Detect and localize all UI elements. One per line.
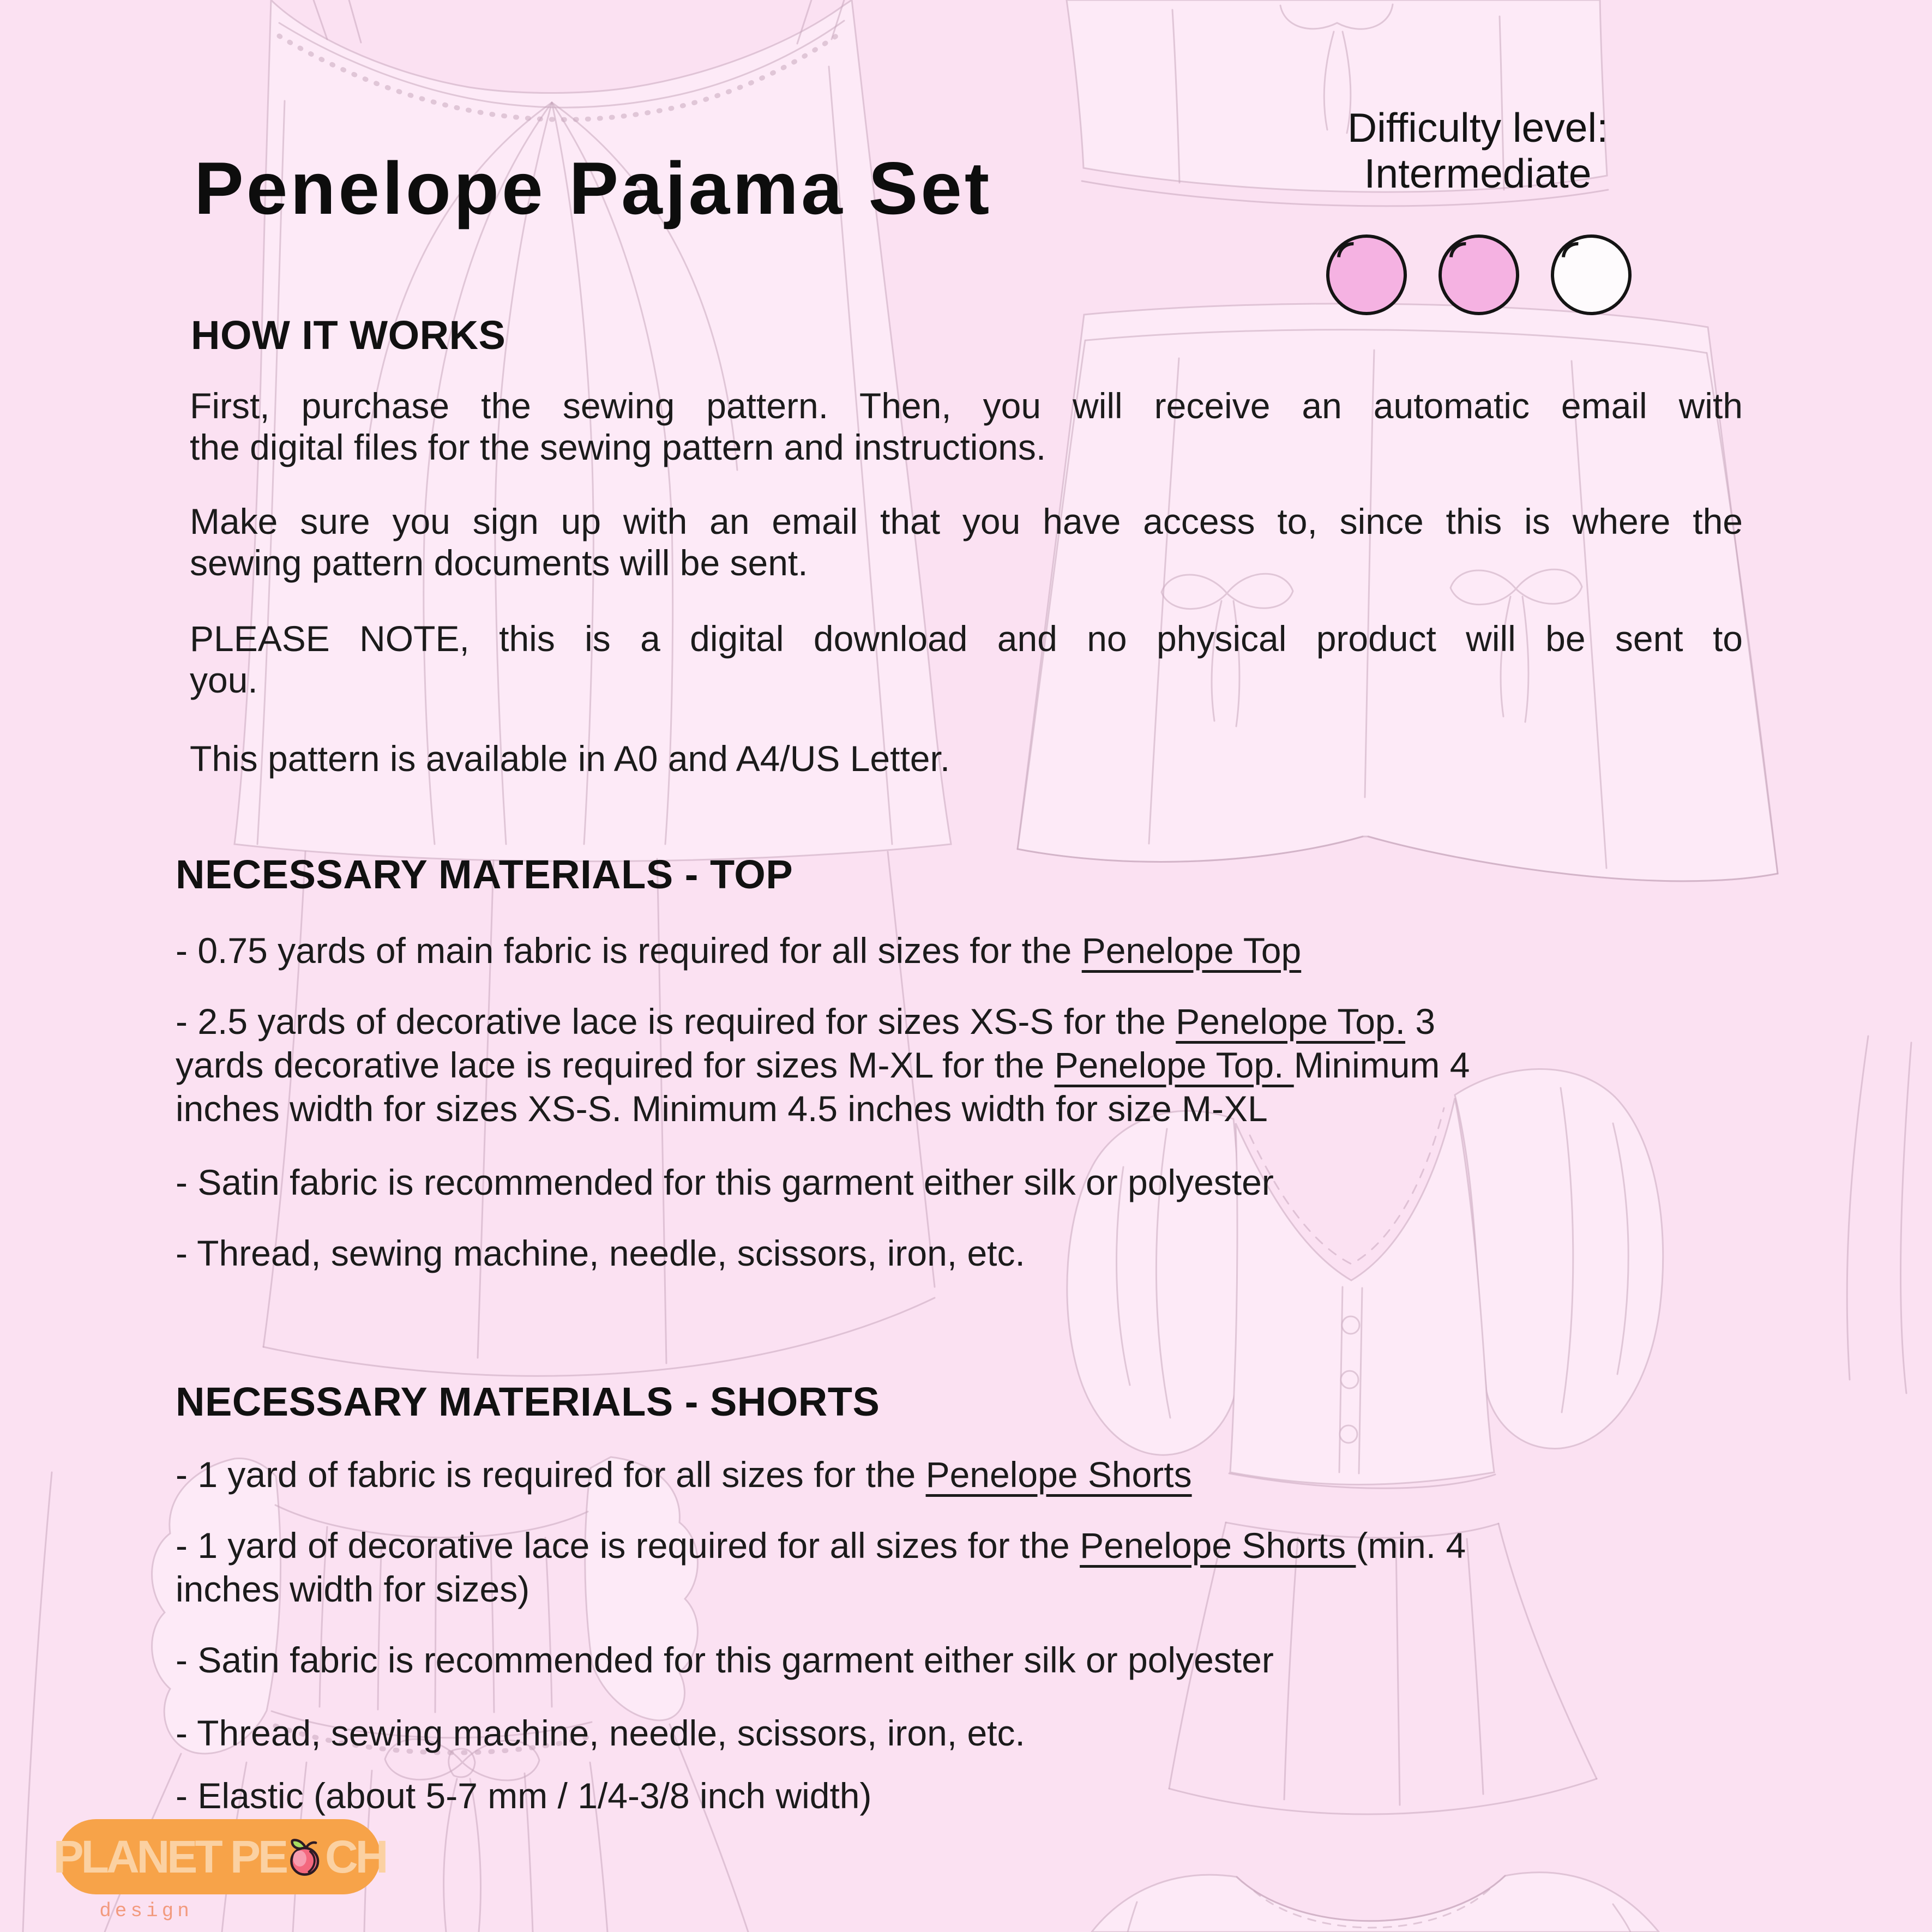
materials-top-item-4 [176,1231,1702,1275]
text-line: sewing pattern documents will be sent. [190,543,808,583]
materials-shorts-item-1 [176,1453,1702,1496]
how-it-works-paragraph-1 [190,385,1743,468]
difficulty-dot-filled [1439,234,1519,315]
text-line: - Elastic (about 5-7 mm / 1/4-3/8 inch width) [176,1775,872,1816]
text-line: - Thread, sewing machine, needle, scissors, iron, etc. [176,1713,1025,1753]
text-line: inches width for sizes) [176,1569,530,1609]
materials-shorts-item-3 [176,1638,1702,1682]
underlined-text: Penelope Shorts [925,1454,1192,1495]
underlined-text: Penelope Top. [1054,1045,1294,1085]
text-line: First, purchase the sewing pattern. Then, you will receive an automatic email with [190,386,1743,426]
text-line: - 1 yard of fabric is required for all sizes for the Penelope Shorts [176,1454,1192,1495]
how-it-works-paragraph-3 [190,618,1743,701]
underlined-text: Penelope Top. [1176,1001,1405,1042]
how-it-works-paragraph-2 [190,501,1743,583]
difficulty-dot-empty [1551,234,1632,315]
how-it-works-heading: HOW IT WORKS [191,312,506,358]
brand-logo-text [53,1831,386,1883]
difficulty-dot-filled [1326,234,1407,315]
text-line: PLEASE NOTE, this is a digital download and no physical product will be sent to [190,618,1743,659]
peach-icon [288,1837,323,1877]
text-line: - Satin fabric is recommended for this garment either silk or polyester [176,1640,1274,1680]
difficulty-label-line: Difficulty level: [1347,105,1608,151]
materials-top-heading: NECESSARY MATERIALS - TOP [176,852,793,897]
text-line: inches width for sizes XS-S. Minimum 4.5 inches width for size M-XL [176,1088,1268,1129]
materials-shorts-item-5 [176,1774,1702,1817]
difficulty-level-label [1271,105,1685,196]
text-line: - Satin fabric is recommended for this garment either silk or polyester [176,1162,1274,1202]
materials-shorts-item-4 [176,1711,1702,1755]
underlined-text: Penelope Shorts [1080,1525,1356,1566]
materials-top-item-1 [176,929,1702,972]
brand-logo-text-right: CH [325,1831,386,1882]
materials-shorts-item-2 [176,1524,1702,1611]
text-line: - 2.5 yards of decorative lace is required for sizes XS-S for the Penelope Top. 3 [176,1001,1436,1042]
text-line: yards decorative lace is required for sizes M-XL for the Penelope Top. Minimum 4 [176,1045,1470,1085]
text-line: - Thread, sewing machine, needle, scissors, iron, etc. [176,1233,1025,1273]
difficulty-value-line: Intermediate [1364,151,1592,196]
underlined-text: Penelope Top [1081,930,1302,971]
page-title: Penelope Pajama Set [194,147,992,230]
text-line: Make sure you sign up with an email that you have access to, since this is where the [190,501,1743,541]
materials-top-item-3 [176,1160,1702,1204]
text-line: - 0.75 yards of main fabric is required for all sizes for the Penelope Top [176,930,1302,971]
brand-logo-subtitle: design [99,1900,193,1922]
difficulty-dots [1326,234,1632,315]
materials-shorts-heading: NECESSARY MATERIALS - SHORTS [176,1379,880,1424]
text-line: you. [190,660,258,700]
long-sleeve-top-sketch [1092,1873,1659,1932]
puff-sleeve-blouse-sketch [1067,1036,1911,1814]
text-line: the digital files for the sewing pattern and instructions. [190,427,1046,467]
how-it-works-paragraph-4 [190,738,1743,779]
materials-top-item-2 [176,1000,1702,1130]
text-line: This pattern is available in A0 and A4/US Letter. [190,738,950,779]
brand-logo [53,1819,386,1894]
brand-logo-text-left: PLANET PE [53,1831,286,1882]
text-line: - 1 yard of decorative lace is required for all sizes for the Penelope Shorts (min. 4 [176,1525,1466,1566]
